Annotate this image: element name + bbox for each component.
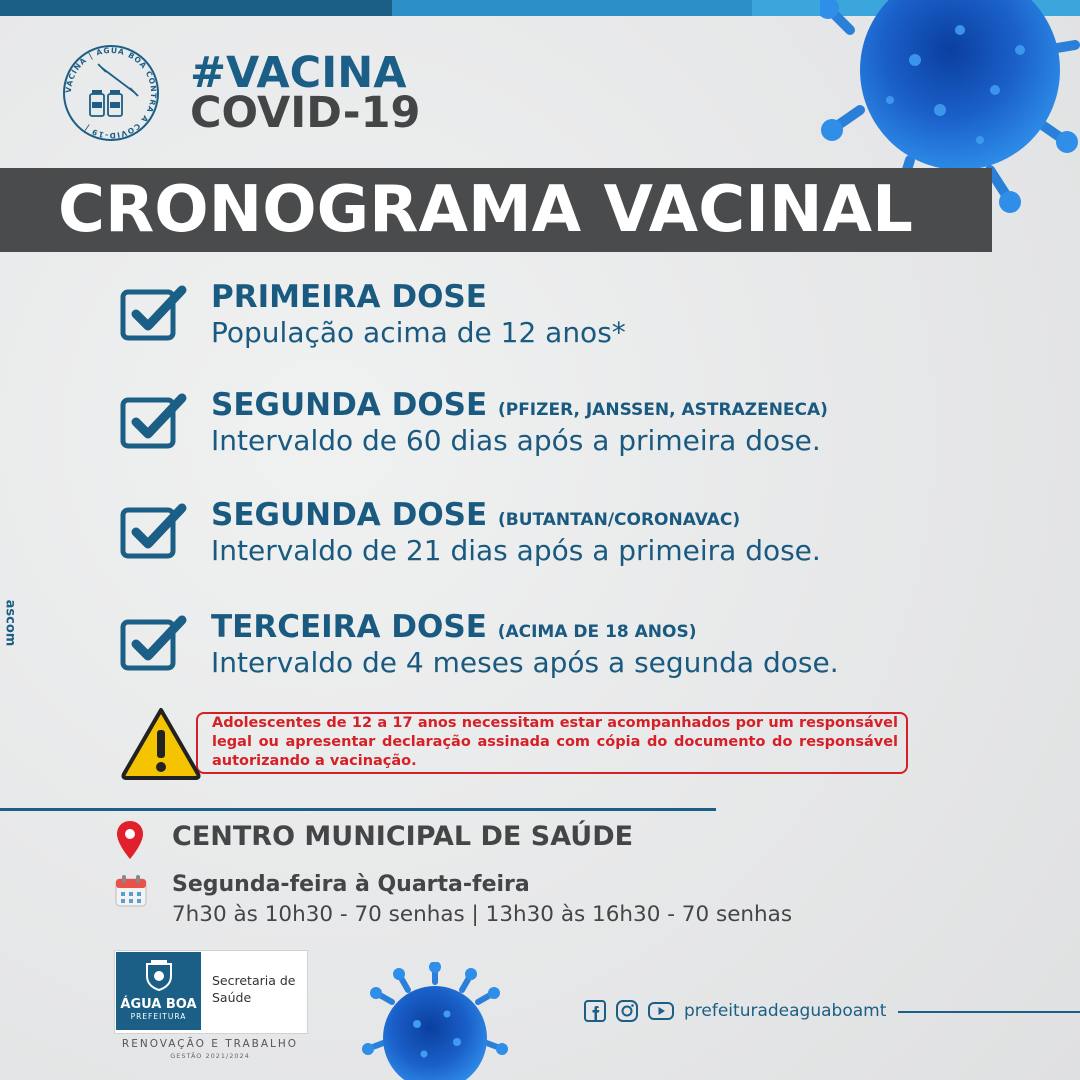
item-description: Intervaldo de 60 dias após a primeira dose. bbox=[211, 424, 821, 457]
vaccine-emblem-icon bbox=[62, 44, 160, 142]
item-description: Intervaldo de 21 dias após a primeira dose. bbox=[211, 534, 821, 567]
schedule-item bbox=[120, 280, 1020, 370]
hashtag-vacina: #VACINA bbox=[190, 48, 407, 98]
department-name: Secretaria de Saúde bbox=[212, 973, 296, 1005]
virus-icon bbox=[362, 962, 508, 1080]
checkbox-icon bbox=[120, 502, 188, 560]
crest-icon bbox=[142, 958, 176, 992]
logo-name: ÁGUA BOA bbox=[120, 997, 197, 1012]
instagram-icon[interactable] bbox=[616, 1000, 638, 1022]
item-title: SEGUNDA DOSE (PFIZER, JANSSEN, ASTRAZENECA) bbox=[211, 387, 828, 423]
item-description: Intervaldo de 4 meses após a segunda dose. bbox=[211, 646, 839, 679]
checkbox-icon bbox=[120, 614, 188, 672]
schedule-item bbox=[120, 388, 1020, 478]
logo-subtitle: PREFEITURA bbox=[130, 1012, 187, 1021]
location-name: CENTRO MUNICIPAL DE SAÚDE bbox=[172, 821, 634, 852]
item-title: PRIMEIRA DOSE bbox=[211, 279, 487, 315]
item-description: População acima de 12 anos* bbox=[211, 316, 626, 349]
schedule-item bbox=[120, 610, 1020, 700]
motto: RENOVAÇÃO E TRABALHO bbox=[121, 1038, 299, 1050]
divider bbox=[0, 808, 716, 811]
calendar-icon bbox=[114, 874, 148, 908]
opening-days: Segunda-feira à Quarta-feira bbox=[172, 872, 530, 897]
schedule-item bbox=[120, 498, 1020, 588]
item-title: TERCEIRA DOSE (ACIMA DE 18 ANOS) bbox=[211, 609, 697, 645]
facebook-icon[interactable] bbox=[584, 1000, 606, 1022]
side-label: ascom bbox=[2, 599, 18, 647]
page-title: CRONOGRAMA VACINAL bbox=[58, 173, 913, 247]
opening-hours: 7h30 às 10h30 - 70 senhas | 13h30 às 16h30 - 70 senhas bbox=[172, 902, 793, 927]
youtube-icon[interactable] bbox=[648, 1000, 674, 1022]
warning-text: Adolescentes de 12 a 17 anos necessitam estar acompanhados por um responsável legal ou apresentar declaração assinada com cópia do documento do responsável autorizando a vacinação. bbox=[212, 715, 898, 769]
warning-icon bbox=[120, 706, 202, 780]
svg-text:VACINA | ÁGUA BOA CONTRA A COV: VACINA | ÁGUA BOA CONTRA A COVID-19 | bbox=[63, 45, 159, 141]
social-handle[interactable]: prefeituradeaguaboamt bbox=[684, 1001, 887, 1021]
item-title: SEGUNDA DOSE (BUTANTAN/CORONAVAC) bbox=[211, 497, 741, 533]
location-pin-icon bbox=[116, 820, 144, 860]
checkbox-icon bbox=[120, 284, 188, 342]
handle-line bbox=[898, 1011, 1080, 1013]
hashtag-covid: COVID-19 bbox=[190, 88, 421, 138]
administration-period: GESTÃO 2021/2024 bbox=[170, 1052, 250, 1060]
checkbox-icon bbox=[120, 392, 188, 450]
